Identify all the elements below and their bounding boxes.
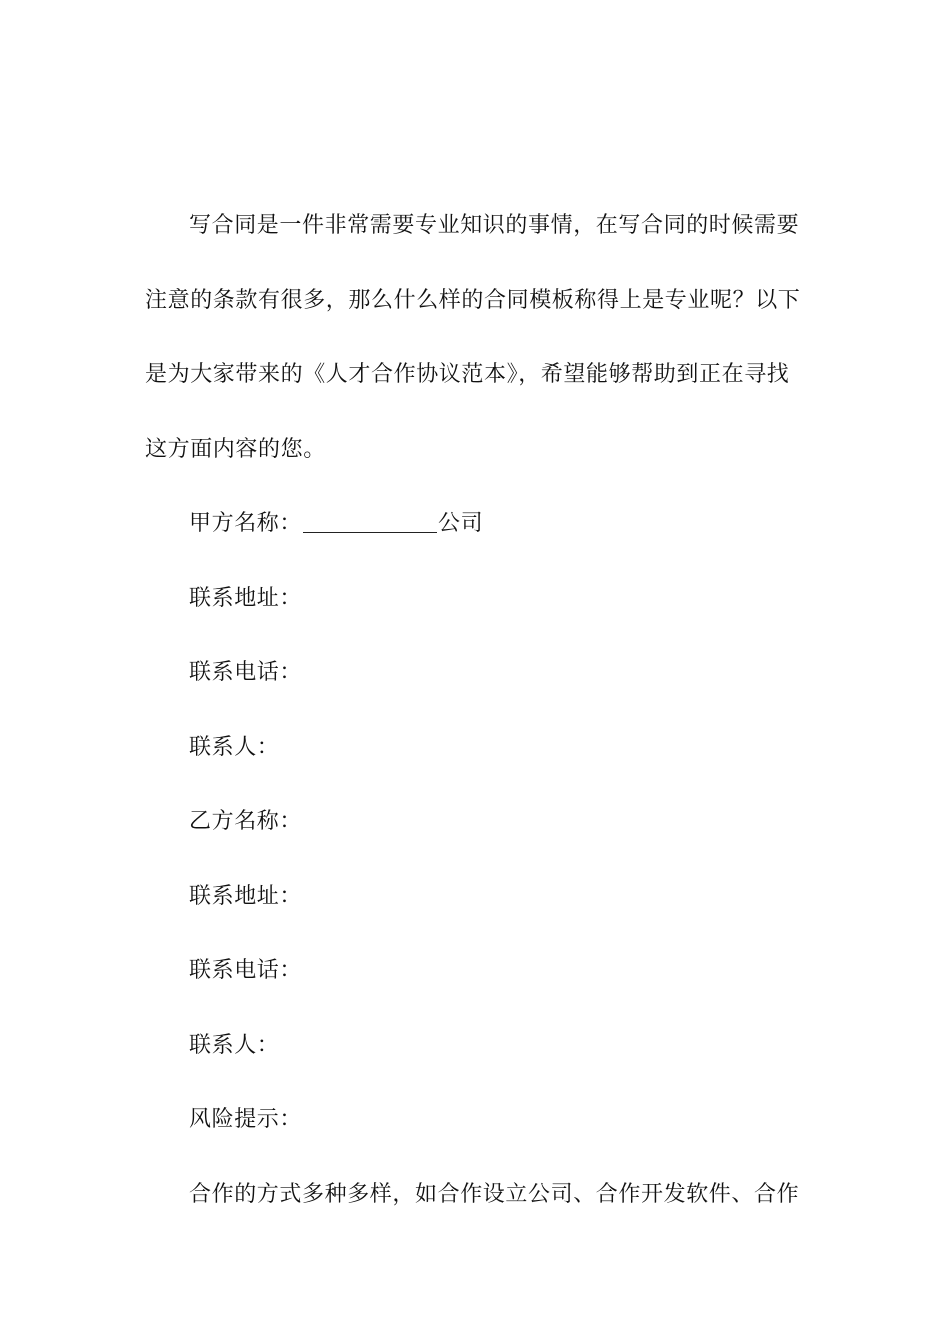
party-b-contact-label: 联系人： — [189, 1032, 280, 1058]
intro-paragraph — [145, 189, 801, 487]
party-b-contact-line — [145, 1009, 795, 1084]
intro-line-2: 注意的条款有很多，那么什么样的合同模板称得上是专业呢？以下 — [145, 287, 801, 313]
party-b-name-label: 乙方名称： — [189, 809, 303, 834]
risk-heading-label: 风险提示： — [189, 1107, 303, 1132]
party-a-address-line — [145, 562, 795, 637]
party-a-phone-line — [145, 636, 795, 711]
party-a-phone-label: 联系电话： — [189, 660, 303, 685]
risk-text — [145, 1158, 800, 1233]
risk-text-line: 合作的方式多种多样，如合作设立公司、合作开发软件、合作 — [189, 1181, 800, 1207]
intro-line-1: 写合同是一件非常需要专业知识的事情，在写合同的时候需要 — [189, 213, 800, 238]
party-b-phone-line — [145, 934, 795, 1009]
party-a-name-suffix: 公司 — [438, 511, 484, 536]
party-a-name-label: 甲方名称： — [189, 511, 303, 536]
intro-line-3: 是为大家带来的《人才合作协议范本》，希望能够帮助到正在寻找 — [145, 362, 790, 387]
party-b-name-line — [145, 785, 795, 860]
party-b-address-line — [145, 860, 795, 935]
party-b-phone-label: 联系电话： — [189, 958, 303, 983]
risk-heading — [145, 1083, 795, 1158]
document-body — [145, 207, 801, 1232]
party-a-address-label: 联系地址： — [189, 585, 303, 611]
party-a-name-blank — [303, 514, 437, 533]
party-a-name-line — [145, 487, 795, 562]
party-a-contact-label: 联系人： — [189, 734, 280, 760]
party-a-contact-line — [145, 711, 795, 786]
party-b-address-label: 联系地址： — [189, 883, 303, 909]
intro-line-4: 这方面内容的您。 — [145, 436, 326, 462]
